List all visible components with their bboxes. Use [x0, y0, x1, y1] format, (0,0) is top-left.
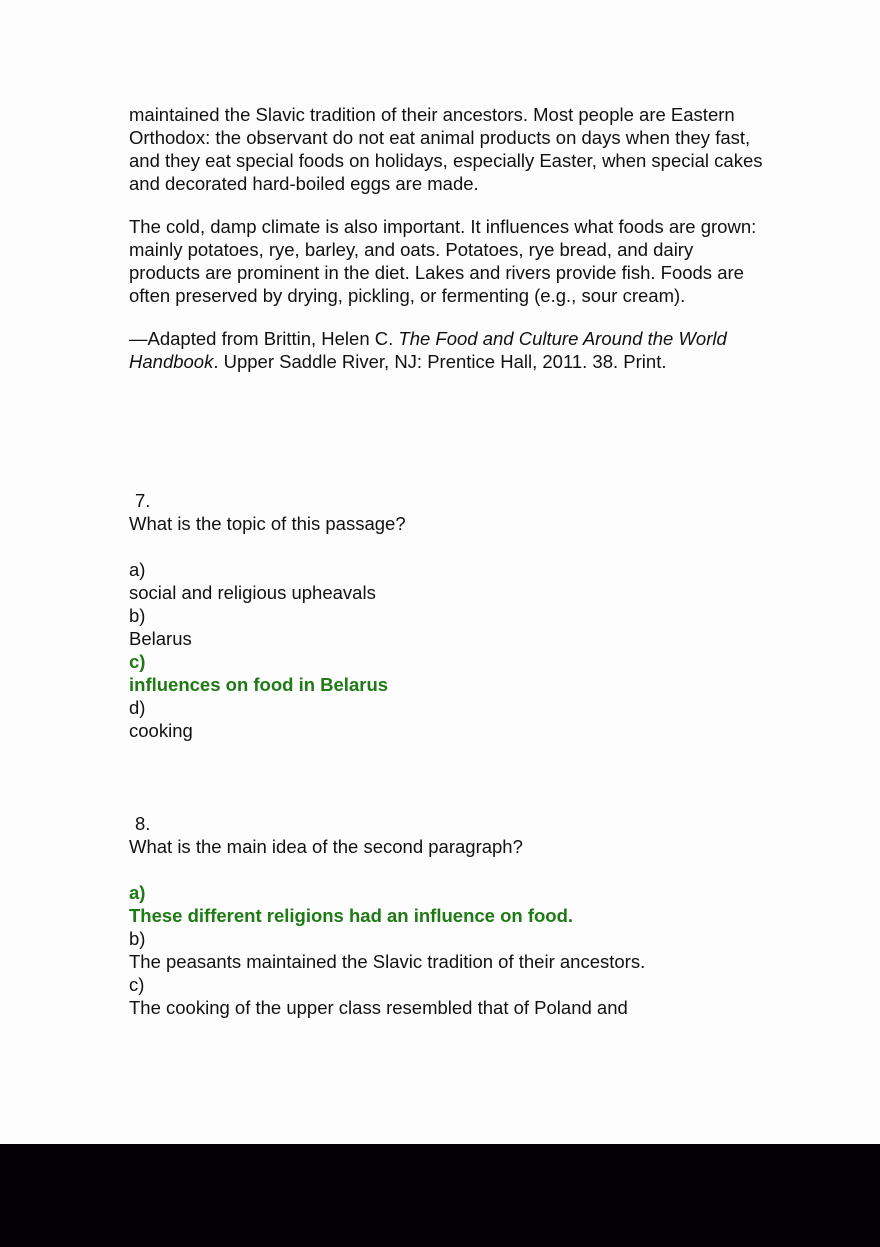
option-text-b[interactable]: Belarus — [129, 628, 192, 649]
passage-paragraph-2: The cold, damp climate is also important. It influences what foods are grown: mainly potatoes, rye, barley, and oats. Potatoes, rye bread, and dairy products are prominent in the diet. Lakes and rivers provide fish. Foods are often preserved by drying, pickling, or fermenting (e.g., sour cream). — [129, 216, 757, 306]
option-text-a[interactable]: social and religious upheavals — [129, 582, 376, 603]
option-letter-d[interactable]: d) — [129, 697, 146, 718]
question-prompt: What is the topic of this passage? — [129, 513, 406, 534]
option-letter-b[interactable]: b) — [129, 605, 146, 626]
option-text-c-correct[interactable]: influences on food in Belarus — [129, 674, 389, 695]
passage-paragraph-1: maintained the Slavic tradition of their ancestors. Most people are Eastern Orthodox: the observant do not eat animal products on days when they fast, and they eat special foods on holidays, especially Easter, when special cakes and decorated hard-boiled eggs are made. — [129, 104, 763, 194]
option-text-a-correct[interactable]: These different religions had an influence on food. — [129, 905, 574, 926]
citation-title: The Food and Culture Around the World Handbook — [129, 328, 727, 372]
bottom-black-bar — [0, 1144, 880, 1247]
question-prompt: What is the main idea of the second paragraph? — [129, 836, 523, 857]
option-text-b[interactable]: The peasants maintained the Slavic tradition of their ancestors. — [129, 951, 646, 972]
question-8 — [129, 812, 769, 1019]
citation-prefix: —Adapted from Brittin, Helen C. — [129, 328, 399, 349]
question-7 — [129, 489, 769, 742]
option-letter-a-correct[interactable]: a) — [129, 882, 146, 903]
option-letter-c[interactable]: c) — [129, 974, 145, 995]
option-text-c[interactable]: The cooking of the upper class resembled that of Poland and — [129, 997, 628, 1018]
spacer — [129, 858, 769, 881]
option-letter-b[interactable]: b) — [129, 928, 146, 949]
option-letter-a[interactable]: a) — [129, 559, 146, 580]
option-letter-c-correct[interactable]: c) — [129, 651, 146, 672]
citation — [129, 327, 769, 373]
option-text-d[interactable]: cooking — [129, 720, 193, 741]
question-number: 7. — [135, 490, 151, 511]
citation-suffix: . Upper Saddle River, NJ: Prentice Hall, 2011. 38. Print. — [213, 351, 667, 372]
document-content — [129, 103, 769, 1018]
spacer — [129, 535, 769, 558]
question-number: 8. — [135, 813, 151, 834]
